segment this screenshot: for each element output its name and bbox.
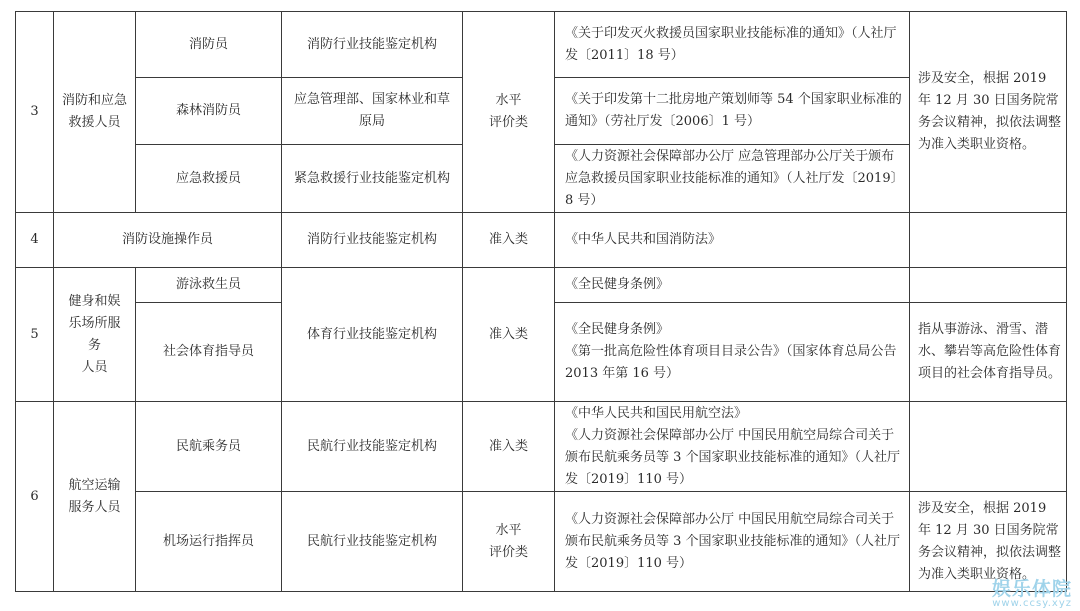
occupation-qualification-table xyxy=(15,11,1067,592)
occupation-category-line: 人员 xyxy=(81,359,108,375)
assessment-agency: 民航行业技能鉴定机构 xyxy=(282,492,463,592)
assessment-agency: 民航行业技能鉴定机构 xyxy=(282,402,463,492)
watermark-title: 娱乐体院 xyxy=(991,578,1072,600)
assessment-agency: 应急管理部、国家林业和草原局 xyxy=(282,78,463,145)
occupation-name: 机场运行指挥员 xyxy=(136,492,282,592)
table-row xyxy=(16,268,1067,303)
occupation-category-line: 乐场所服 xyxy=(68,315,121,331)
occupation-category-line: 航空运输 xyxy=(68,477,121,493)
assessment-agency: 消防行业技能鉴定机构 xyxy=(282,12,463,78)
occupation-name: 消防员 xyxy=(136,12,282,78)
legal-basis: 《关于印发第十二批房地产策划师等 54 个国家职业标准的通知》（劳社厅发〔2006〕1 号） xyxy=(555,78,910,145)
legal-basis xyxy=(555,303,910,402)
table-row xyxy=(16,12,1067,78)
occupation-name: 民航乘务员 xyxy=(136,402,282,492)
qualification-type: 准入类 xyxy=(463,268,555,402)
qualification-type-line: 水平 xyxy=(495,522,522,538)
remark xyxy=(910,213,1067,268)
occupation-category-line: 服务人员 xyxy=(68,499,121,515)
occupation-category: 消防和应急救援人员 xyxy=(54,12,136,213)
qualification-type: 准入类 xyxy=(463,213,555,268)
watermark-url: www.ccsy.xyz xyxy=(992,598,1072,609)
legal-basis-line: 《中华人民共和国民用航空法》 xyxy=(565,405,748,421)
remark: 指从事游泳、滑雪、潜水、攀岩等高危险性体育项目的社会体育指导员。 xyxy=(910,303,1067,402)
remark xyxy=(910,402,1067,492)
remark: 涉及安全，根据 2019 年 12 月 30 日国务院常务会议精神，拟依法调整为准入类职业资格。 xyxy=(910,492,1067,592)
row-number: 5 xyxy=(16,268,54,402)
occupation-category-line: 务 xyxy=(87,337,101,353)
remark xyxy=(910,268,1067,303)
qualification-type xyxy=(463,492,555,592)
legal-basis: 《全民健身条例》 xyxy=(555,268,910,303)
occupation-category-line: 健身和娱 xyxy=(68,293,121,309)
row-number: 4 xyxy=(16,213,54,268)
legal-basis xyxy=(555,402,910,492)
legal-basis: 《中华人民共和国消防法》 xyxy=(555,213,910,268)
legal-basis: 《关于印发灭火救援员国家职业技能标准的通知》（人社厅发〔2011〕18 号） xyxy=(555,12,910,78)
qualification-type: 准入类 xyxy=(463,402,555,492)
assessment-agency: 紧急救援行业技能鉴定机构 xyxy=(282,145,463,213)
legal-basis-line: 《第一批高危险性体育项目目录公告》（国家体育总局公告 2013 年第 16 号） xyxy=(565,344,897,381)
occupation-category xyxy=(54,268,136,402)
legal-basis: 《人力资源社会保障部办公厅 应急管理部办公厅关于颁布应急救援员国家职业技能标准的通知》（人社厅发〔2019〕8 号） xyxy=(555,145,910,213)
occupation-name: 游泳救生员 xyxy=(136,268,282,303)
legal-basis-line: 《人力资源社会保障部办公厅 中国民用航空局综合司关于颁布民航乘务员等 3 个国家职业技能标准的通知》（人社厅发〔2019〕110 号） xyxy=(565,427,901,487)
occupation-name: 应急救援员 xyxy=(136,145,282,213)
qualification-type-line: 水平 xyxy=(495,93,522,108)
row-number: 6 xyxy=(16,402,54,592)
table-row xyxy=(16,492,1067,592)
assessment-agency: 体育行业技能鉴定机构 xyxy=(282,268,463,402)
table-row xyxy=(16,213,1067,268)
row-number: 3 xyxy=(16,12,54,213)
legal-basis: 《人力资源社会保障部办公厅 中国民用航空局综合司关于颁布民航乘务员等 3 个国家职业技能标准的通知》（人社厅发〔2019〕110 号） xyxy=(555,492,910,592)
occupation-name: 消防设施操作员 xyxy=(54,213,282,268)
qualification-type-line: 评价类 xyxy=(488,544,528,560)
site-watermark xyxy=(992,580,1072,609)
qualification-type-line: 评价类 xyxy=(488,115,528,130)
table-row xyxy=(16,402,1067,492)
legal-basis-line: 《全民健身条例》 xyxy=(565,322,670,337)
qualification-type xyxy=(463,12,555,213)
assessment-agency: 消防行业技能鉴定机构 xyxy=(282,213,463,268)
remark: 涉及安全，根据 2019 年 12 月 30 日国务院常务会议精神，拟依法调整为准入类职业资格。 xyxy=(910,12,1067,213)
occupation-name: 社会体育指导员 xyxy=(136,303,282,402)
occupation-category xyxy=(54,402,136,592)
occupation-name: 森林消防员 xyxy=(136,78,282,145)
